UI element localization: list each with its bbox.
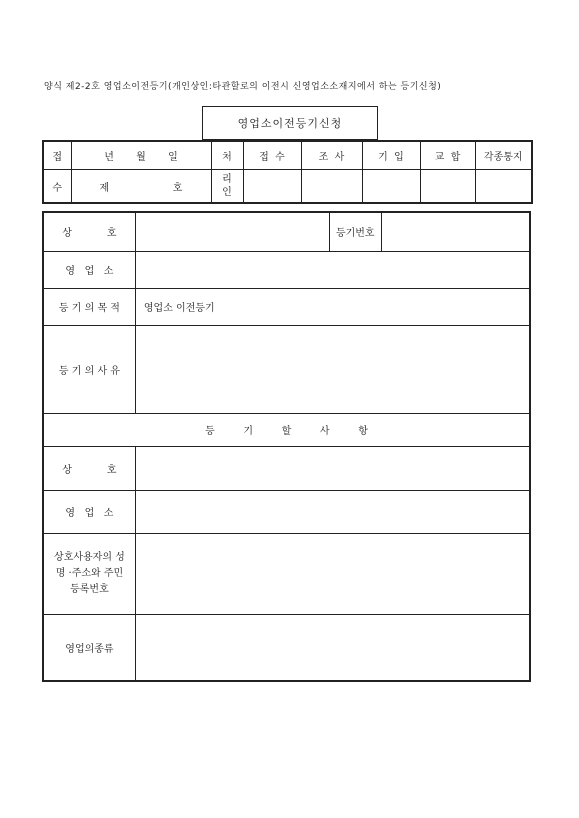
stamp-collation-cell[interactable] — [420, 170, 475, 203]
receipt-date: 년 월 일 — [71, 141, 211, 170]
section-header: 등 기 할 사 항 — [43, 413, 530, 446]
header-receipt: 접 수 — [243, 141, 301, 170]
form-caption: 양식 제2-2호 영업소이전등기(개인상인:타관할로의 이전시 신영업소소재지에서 하는 등기신청) — [44, 82, 442, 92]
cause-field[interactable] — [135, 325, 530, 413]
cause-label: 등 기 의 사 유 — [43, 325, 135, 413]
process-label-3: 인 — [222, 187, 232, 199]
header-collation: 교 합 — [420, 141, 475, 170]
business-type-field[interactable] — [135, 614, 530, 681]
trade-name-label: 상 호 — [43, 212, 135, 251]
receipt-number: 제 호 — [71, 170, 211, 203]
business-type-label: 영업의종류 — [43, 614, 135, 681]
trade-name2-label: 상 호 — [43, 446, 135, 490]
application-table — [42, 211, 531, 682]
receipt-su-label: 수 — [43, 170, 71, 203]
stamp-notifications-cell[interactable] — [475, 170, 532, 203]
purpose-field[interactable]: 영업소 이전등기 — [135, 288, 530, 325]
header-entry: 기 입 — [362, 141, 420, 170]
form-title: 영업소이전등기신청 — [202, 106, 378, 140]
stamp-receipt-cell[interactable] — [243, 170, 301, 203]
office2-label: 영 업 소 — [43, 490, 135, 533]
process-label-1: 처 — [211, 141, 243, 170]
office-field[interactable] — [135, 251, 530, 288]
reg-number-field[interactable] — [381, 212, 530, 251]
purpose-label: 등 기 의 목 적 — [43, 288, 135, 325]
trade-name-field[interactable] — [135, 212, 329, 251]
receipt-jeop-label: 접 — [43, 141, 71, 170]
office-label: 영 업 소 — [43, 251, 135, 288]
header-notifications: 각종통지 — [475, 141, 532, 170]
process-label-2: 리 — [222, 174, 232, 186]
user-info-label: 상호사용자의 성 명 ·주소와 주민 등록번호 — [43, 533, 135, 614]
stamp-entry-cell[interactable] — [362, 170, 420, 203]
office2-field[interactable] — [135, 490, 530, 533]
stamp-investigation-cell[interactable] — [301, 170, 362, 203]
trade-name2-field[interactable] — [135, 446, 530, 490]
process-label-rest — [211, 170, 243, 203]
reg-number-label: 등기번호 — [329, 212, 381, 251]
receipt-table — [42, 140, 533, 204]
user-info-field[interactable] — [135, 533, 530, 614]
header-investigation: 조 사 — [301, 141, 362, 170]
